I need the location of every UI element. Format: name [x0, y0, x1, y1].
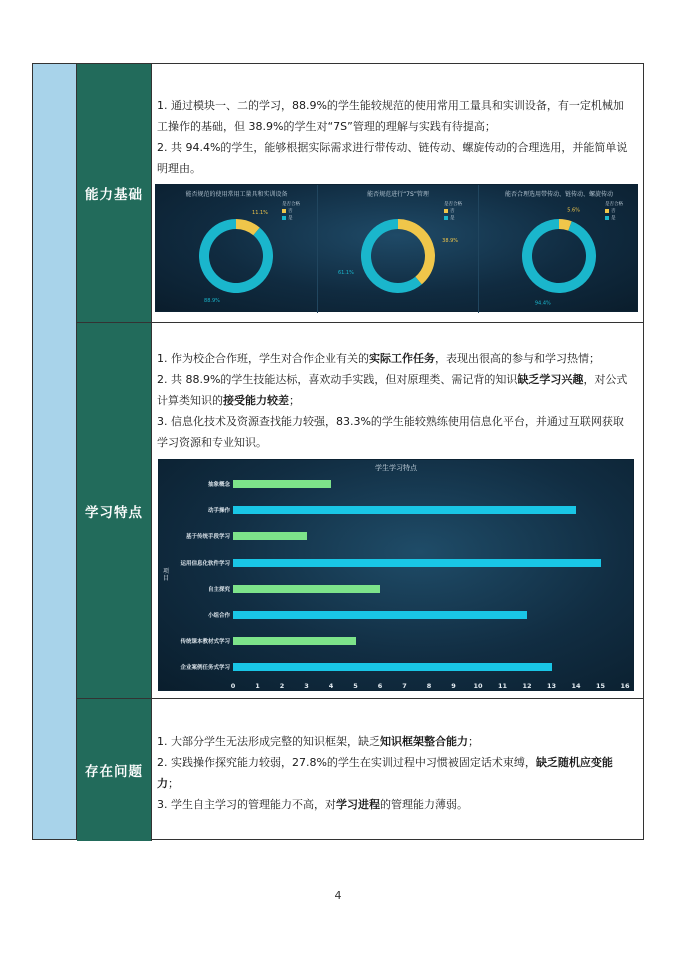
row-label-learning: 学习特点 — [77, 323, 152, 698]
bar — [233, 559, 601, 567]
donut-slice — [398, 219, 435, 284]
x-tick-label: 6 — [377, 682, 383, 690]
x-tick-label: 7 — [402, 682, 407, 690]
x-tick-label: 0 — [230, 682, 236, 690]
bar — [233, 637, 356, 645]
legend-label: 是 — [611, 216, 616, 221]
learning-text — [152, 323, 643, 453]
legend-label: 是 — [288, 216, 293, 221]
text-run: 的管理能力薄弱。 — [380, 798, 468, 811]
text-run: 1. 作为校企合作班，学生对合作企业有关的 — [157, 352, 369, 365]
bar-category-label: 动手操作 — [207, 508, 230, 515]
donut-pane — [317, 185, 478, 313]
bold-text: 知识框架整合能力 — [380, 735, 468, 748]
donut-title: 能否合理选用带传动、链传动、螺旋传动 — [504, 191, 613, 198]
legend-label: 否 — [450, 209, 455, 214]
bold-text: 缺乏学习兴趣 — [517, 373, 584, 386]
donut-data-label: 61.1% — [337, 270, 354, 277]
bar — [233, 663, 552, 671]
bar-category-label: 企业案例任务式学习 — [180, 665, 230, 672]
x-tick-label: 12 — [522, 682, 532, 690]
learning-cell — [152, 323, 643, 698]
donut-data-label: 94.4% — [534, 300, 551, 307]
text-run: 2. 实践操作探究能力较弱，27.8%的学生在实训过程中习惯被固定话术束缚， — [157, 756, 536, 769]
donut-slice — [199, 219, 273, 293]
donut-data-label: 11.1% — [252, 209, 268, 216]
donut-title: 能否规范进行“7S”管理 — [367, 191, 429, 198]
ability-cell — [152, 64, 643, 322]
bar-category-label: 基于传统手段学习 — [185, 534, 230, 541]
text-run: ； — [168, 777, 179, 790]
legend-label: 否 — [288, 209, 293, 214]
donut-chart — [318, 185, 479, 313]
donut-title: 能否规范的使用常用工量具和实训设备 — [185, 191, 288, 198]
donut-data-label: 5.6% — [567, 207, 580, 214]
x-tick-label: 1 — [255, 682, 260, 690]
paragraph — [157, 411, 633, 453]
x-tick-label: 4 — [328, 682, 334, 690]
y-axis-label: 项目 — [163, 568, 170, 582]
bold-text: 实际工作任务 — [369, 352, 435, 365]
text-run: 1. 大部分学生无法形成完整的知识框架，缺乏 — [157, 735, 380, 748]
text-run: ，表现出很高的参与和学习热情； — [435, 352, 600, 365]
x-tick-label: 13 — [546, 682, 557, 690]
x-tick-label: 15 — [595, 682, 606, 690]
donut-data-label: 88.9% — [204, 298, 220, 305]
bar-category-label: 传统课本教材式学习 — [180, 639, 230, 646]
paragraph — [157, 731, 633, 752]
donut-chart-panel — [155, 184, 638, 312]
paragraph — [157, 348, 633, 369]
paragraph — [157, 137, 633, 179]
bar — [233, 506, 576, 514]
x-tick-label: 9 — [451, 682, 456, 690]
row-label-problems: 存在问题 — [77, 699, 152, 841]
legend-title: 是否合格 — [444, 202, 462, 207]
side-strip — [33, 64, 77, 839]
paragraph — [157, 369, 633, 411]
paragraph — [157, 752, 633, 794]
x-tick-label: 5 — [353, 682, 358, 690]
donut-slice — [522, 219, 596, 293]
donut-data-label: 38.9% — [442, 237, 459, 244]
x-tick-label: 3 — [304, 682, 309, 690]
donut-pane — [156, 185, 317, 313]
legend-label: 是 — [450, 216, 455, 221]
bold-text: 学习进程 — [336, 798, 380, 811]
text-run: 3. 学生自主学习的管理能力不高，对 — [157, 798, 336, 811]
x-tick-label: 16 — [620, 682, 630, 690]
legend-title: 是否合格 — [282, 202, 300, 207]
bold-text: 缺乏随机应变能力 — [157, 756, 613, 790]
text-run: ，对公式计算类知识的 — [157, 373, 628, 407]
text-run: ； — [289, 394, 300, 407]
page-number: 4 — [334, 889, 342, 902]
bar-category-label: 抽象概念 — [207, 482, 230, 488]
bar-chart-panel — [158, 459, 634, 691]
text-run: 3. 信息化技术及资源查找能力较强，83.3%的学生能较熟练使用信息化平台，并通过互联网获取学习资源和专业知识。 — [157, 415, 624, 449]
info-table — [32, 63, 644, 840]
bar-category-label: 小组合作 — [207, 613, 230, 619]
x-tick-label: 10 — [473, 682, 483, 690]
bar-category-label: 运用信息化软件学习 — [180, 560, 230, 567]
paragraph — [157, 95, 633, 137]
bar — [233, 532, 307, 540]
bar-chart-title: 学生学习特点 — [375, 464, 417, 472]
problems-cell — [152, 699, 643, 841]
text-run: 2. 共 88.9%的学生技能达标，喜欢动手实践，但对原理类、需记背的知识 — [157, 373, 518, 386]
problems-text — [152, 699, 643, 815]
x-tick-label: 14 — [571, 682, 581, 690]
paragraph — [157, 794, 633, 815]
ability-text — [152, 64, 643, 179]
bar — [233, 480, 331, 488]
text-run: 1. 通过模块一、二的学习，88.9%的学生能较规范的使用常用工量具和实训设备，有一定机械加工操作的基础，但 38.9%的学生对“7S”管理的理解与实践有待提高； — [157, 99, 624, 133]
bold-text: 接受能力较差 — [223, 394, 289, 407]
text-run: ； — [468, 735, 479, 748]
donut-chart — [479, 185, 640, 313]
row-label-ability: 能力基础 — [77, 64, 152, 322]
legend-label: 否 — [611, 209, 616, 214]
text-run: 2. 共 94.4%的学生，能够根据实际需求进行带传动、链传动、螺旋传动的合理选用，并能简单说明理由。 — [157, 141, 628, 175]
x-tick-label: 2 — [279, 682, 285, 690]
bar-category-label: 自主探究 — [207, 586, 230, 593]
bar — [233, 585, 380, 593]
x-tick-label: 11 — [497, 682, 508, 690]
bar — [233, 611, 527, 619]
x-tick-label: 8 — [426, 682, 432, 690]
donut-chart — [156, 185, 317, 313]
legend-title: 是否合格 — [605, 202, 623, 207]
donut-pane — [478, 185, 639, 313]
